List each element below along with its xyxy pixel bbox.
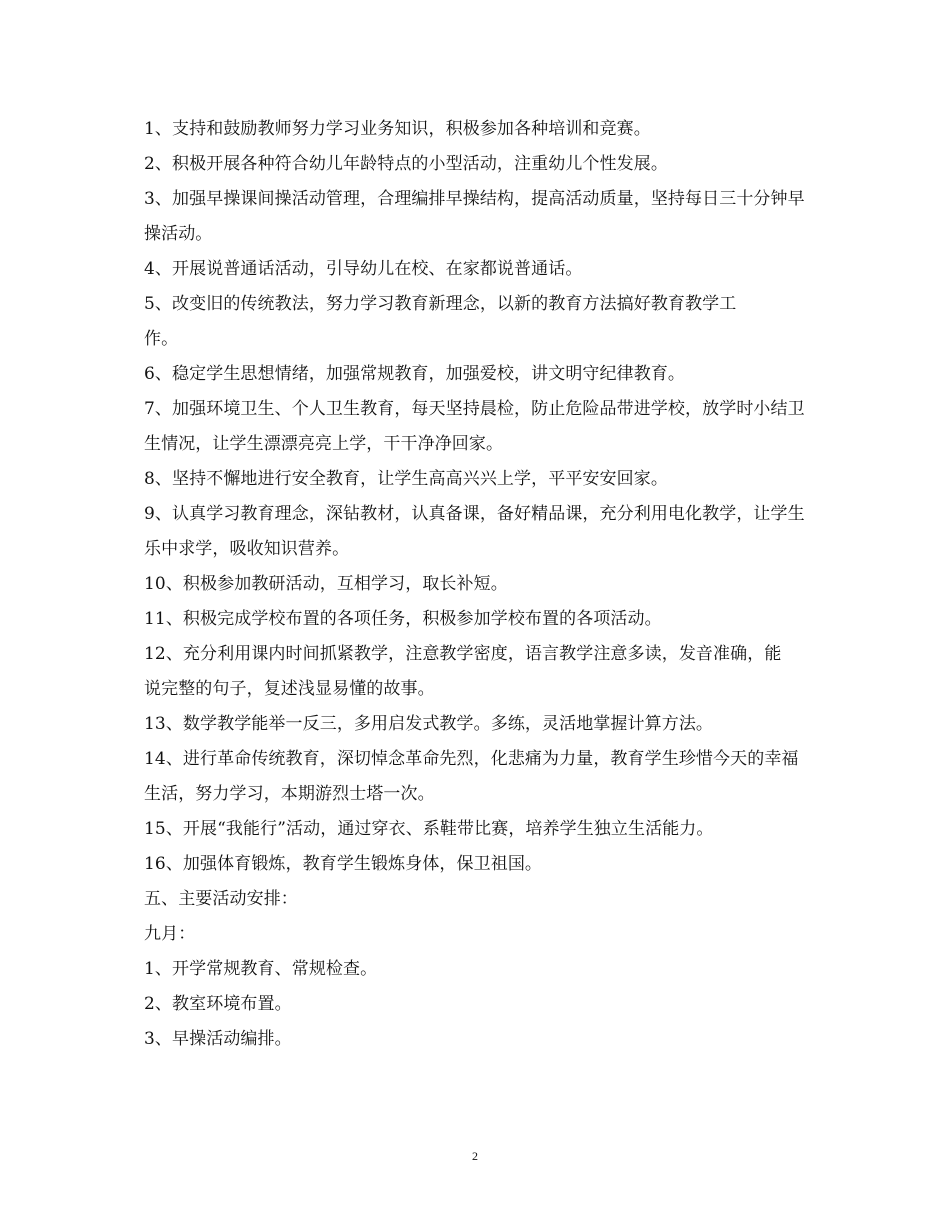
month-heading-september: 九月： [144, 924, 196, 944]
paragraph-13: 13、数学教学能举一反三，多用启发式教学。多练，灵活地掌握计算方法。 [144, 714, 714, 734]
paragraph-7: 7、加强环境卫生、个人卫生教育，每天坚持晨检，防止危险品带进学校，放学时小结卫生情况，让学生漂漂亮亮上学，干干净净回家。 [144, 399, 805, 454]
paragraph-3: 3、加强早操课间操活动管理，合理编排早操结构，提高活动质量，坚持每日三十分钟早操活动。 [144, 189, 805, 244]
september-item-1: 1、开学常规教育、常规检查。 [144, 959, 378, 979]
paragraph-8: 8、坚持不懈地进行安全教育，让学生高高兴兴上学，平平安安回家。 [144, 469, 668, 489]
paragraph-6: 6、稳定学生思想情绪，加强常规教育，加强爱校，讲文明守纪律教育。 [144, 364, 686, 384]
paragraph-12: 12、充分利用课内时间抓紧教学，注意教学密度，语言教学注意多读，发音准确，能说完整的句子，复述浅显易懂的故事。 [144, 644, 782, 699]
page-number: 2 [472, 1149, 478, 1163]
paragraph-16: 16、加强体育锻炼，教育学生锻炼身体，保卫祖国。 [144, 854, 543, 874]
paragraph-11: 11、积极完成学校布置的各项任务，积极参加学校布置的各项活动。 [144, 609, 662, 629]
paragraph-4: 4、开展说普通话活动，引导幼儿在校、在家都说普通话。 [144, 259, 583, 279]
document-body [144, 112, 814, 1057]
paragraph-14: 14、进行革命传统教育，深切悼念革命先烈，化悲痛为力量，教育学生珍惜今天的幸福生活，努力学习，本期游烈士塔一次。 [144, 749, 799, 804]
paragraph-5: 5、改变旧的传统教法，努力学习教育新理念，以新的教育方法搞好教育教学工作。 [144, 294, 737, 349]
september-item-2: 2、教室环境布置。 [144, 994, 292, 1014]
section-heading-activities: 五、主要活动安排： [144, 889, 298, 909]
paragraph-10: 10、积极参加教研活动，互相学习，取长补短。 [144, 574, 508, 594]
paragraph-15: 15、开展“我能行”活动，通过穿衣、系鞋带比赛，培养学生独立生活能力。 [144, 819, 714, 839]
paragraph-1: 1、支持和鼓励教师努力学习业务知识，积极参加各种培训和竞赛。 [144, 119, 651, 139]
september-item-3: 3、早操活动编排。 [144, 1029, 292, 1049]
paragraph-2: 2、积极开展各种符合幼儿年龄特点的小型活动，注重幼儿个性发展。 [144, 154, 668, 174]
paragraph-9: 9、认真学习教育理念，深钻教材，认真备课，备好精品课，充分利用电化教学，让学生乐中求学，吸收知识营养。 [144, 504, 805, 559]
